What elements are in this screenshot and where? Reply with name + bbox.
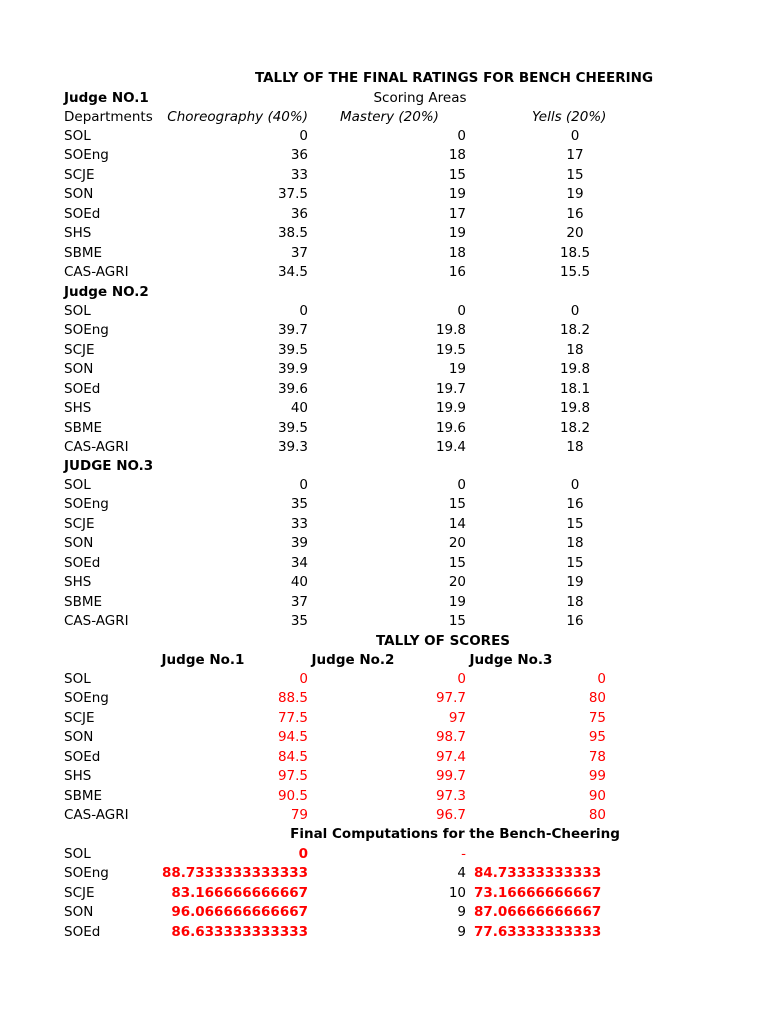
deduction-value: -	[461, 846, 466, 862]
yells-score: 18.1	[559, 380, 591, 397]
mastery-score: 16	[448, 264, 466, 281]
department-name: SOL	[64, 477, 91, 493]
yells-score: 0	[570, 128, 580, 144]
department-name: SOEng	[64, 865, 109, 882]
yells-score: 19	[566, 186, 584, 203]
deduction-value: 9	[457, 904, 466, 921]
table-row	[0, 166, 768, 185]
mastery-score: 19.4	[435, 439, 466, 456]
department-name: SHS	[64, 574, 92, 591]
choreography-score: 33	[290, 166, 308, 183]
table-row	[0, 321, 768, 340]
mastery-score: 19.8	[435, 322, 466, 339]
department-name: SOEd	[64, 748, 101, 765]
department-name: SCJE	[64, 515, 95, 532]
choreography-score: 39.6	[277, 380, 308, 397]
yells-score: 18	[566, 593, 584, 610]
criteria-choreography: Choreography (40%)	[167, 109, 308, 125]
yells-score: 16	[566, 205, 584, 222]
department-name: SOL	[64, 846, 91, 862]
judge-1-total: 94.5	[277, 729, 308, 746]
table-row	[0, 146, 768, 165]
judge-3-total: 95	[588, 729, 606, 746]
table-row	[0, 224, 768, 243]
table-row	[0, 612, 768, 631]
judge-2-total: 96.7	[435, 807, 466, 824]
average-score: 88.7333333333333	[161, 865, 308, 882]
table-row	[0, 515, 768, 534]
table-row	[0, 884, 768, 903]
department-name: CAS-AGRI	[64, 807, 129, 824]
yells-score: 18.2	[559, 322, 591, 339]
table-row	[0, 767, 768, 786]
judge-1-total: 79	[290, 807, 308, 824]
tally-header-judge-2: Judge No.2	[311, 652, 395, 668]
choreography-score: 34.5	[277, 264, 308, 281]
final-title: Final Computations for the Bench-Cheering	[290, 826, 620, 842]
yells-score: 15	[566, 554, 584, 571]
table-row	[0, 205, 768, 224]
yells-score: 19.8	[559, 400, 591, 417]
table-row	[0, 127, 768, 146]
mastery-score: 19.6	[435, 419, 466, 436]
yells-score: 20	[566, 225, 584, 242]
yells-score: 18	[566, 341, 584, 358]
final-score: 87.06666666667	[474, 904, 602, 921]
yells-score: 18.2	[559, 419, 591, 436]
choreography-score: 35	[290, 613, 308, 630]
yells-score: 18	[566, 535, 584, 552]
table-row	[0, 787, 768, 806]
judge-3-total: 99	[588, 768, 606, 785]
department-name: SOL	[64, 303, 91, 319]
final-score: 84.73333333333	[474, 865, 602, 882]
yells-score: 15	[566, 515, 584, 532]
final-score: 73.16666666667	[474, 884, 602, 901]
choreography-score: 34	[290, 554, 308, 571]
department-name: SCJE	[64, 166, 95, 183]
choreography-score: 39.7	[277, 322, 308, 339]
yells-score: 15	[566, 166, 584, 183]
mastery-score: 19.9	[435, 400, 466, 417]
choreography-score: 35	[290, 496, 308, 513]
deduction-value: 10	[448, 884, 466, 901]
mastery-score: 20	[448, 574, 466, 591]
mastery-score: 15	[448, 613, 466, 630]
department-name: SBME	[64, 419, 103, 436]
judge-3-total: 90	[588, 787, 606, 804]
deduction-value: 4	[457, 865, 466, 882]
department-name: SOEng	[64, 322, 109, 339]
department-name: SOEng	[64, 690, 109, 707]
judge-1-label: Judge NO.1	[64, 90, 149, 106]
final-title-row	[0, 825, 768, 844]
department-name: SOL	[64, 128, 91, 144]
choreography-score: 39.5	[277, 419, 308, 436]
table-row	[0, 185, 768, 204]
table-row	[0, 593, 768, 612]
mastery-score: 15	[448, 166, 466, 183]
choreography-score: 0	[299, 477, 308, 493]
yells-score: 18.5	[559, 244, 591, 261]
department-name: SHS	[64, 225, 92, 242]
table-row	[0, 399, 768, 418]
judge-3-total: 80	[588, 807, 606, 824]
criteria-mastery: Mastery (20%)	[340, 109, 439, 125]
tally-header-judge-3: Judge No.3	[469, 652, 553, 668]
department-name: SOEd	[64, 380, 101, 397]
department-name: SCJE	[64, 709, 95, 726]
mastery-score: 19	[448, 225, 466, 242]
departments-label: Departments	[64, 109, 153, 125]
yells-score: 18	[566, 439, 584, 456]
table-row	[0, 476, 768, 495]
table-row	[0, 923, 768, 942]
table-row	[0, 689, 768, 708]
department-name: SOEd	[64, 554, 101, 571]
tally-title: TALLY OF SCORES	[375, 633, 511, 649]
judge-1-header-row	[0, 89, 768, 108]
tally-header-judge-1: Judge No.1	[161, 652, 245, 668]
mastery-score: 0	[457, 477, 466, 493]
average-score: 0	[298, 846, 308, 862]
mastery-score: 15	[448, 554, 466, 571]
table-row	[0, 341, 768, 360]
table-row	[0, 728, 768, 747]
average-score: 96.066666666667	[171, 904, 308, 921]
department-name: SOEng	[64, 496, 109, 513]
mastery-score: 19.5	[435, 341, 466, 358]
yells-score: 19	[566, 574, 584, 591]
judge-1-total: 90.5	[277, 787, 308, 804]
mastery-score: 19	[448, 186, 466, 203]
tally-header-row	[0, 651, 768, 670]
table-row	[0, 670, 768, 689]
table-row	[0, 845, 768, 864]
table-row	[0, 573, 768, 592]
choreography-score: 39.3	[277, 439, 308, 456]
choreography-score: 36	[290, 205, 308, 222]
judge-2-total: 98.7	[435, 729, 466, 746]
final-score: 77.63333333333	[474, 923, 602, 940]
table-row	[0, 748, 768, 767]
tally-title-row	[0, 632, 768, 651]
table-row	[0, 360, 768, 379]
choreography-score: 40	[290, 574, 308, 591]
choreography-score: 37	[290, 244, 308, 261]
department-name: SON	[64, 361, 94, 378]
choreography-score: 38.5	[277, 225, 308, 242]
table-row	[0, 534, 768, 553]
choreography-score: 39.5	[277, 341, 308, 358]
mastery-score: 0	[457, 128, 466, 144]
mastery-score: 17	[448, 205, 466, 222]
table-row	[0, 903, 768, 922]
judge-2-total: 97	[448, 709, 466, 726]
choreography-score: 0	[299, 303, 308, 319]
yells-score: 0	[570, 477, 580, 493]
deduction-value: 9	[457, 923, 466, 940]
judge-3-total: 0	[597, 671, 606, 687]
yells-score: 15.5	[559, 264, 591, 281]
department-name: SOEd	[64, 923, 101, 940]
judge-2-total: 97.4	[435, 748, 466, 765]
department-name: SON	[64, 729, 94, 746]
mastery-score: 15	[448, 496, 466, 513]
choreography-score: 40	[290, 400, 308, 417]
mastery-score: 0	[457, 303, 466, 319]
mastery-score: 14	[448, 515, 466, 532]
mastery-score: 19	[448, 593, 466, 610]
judge-3-label: JUDGE NO.3	[64, 458, 154, 474]
choreography-score: 37	[290, 593, 308, 610]
table-row	[0, 380, 768, 399]
yells-score: 19.8	[559, 361, 591, 378]
choreography-score: 37.5	[277, 186, 308, 203]
judge-3-header-row	[0, 457, 768, 476]
mastery-score: 19.7	[435, 380, 466, 397]
table-row	[0, 806, 768, 825]
table-row	[0, 438, 768, 457]
department-name: SOL	[64, 671, 91, 687]
department-name: SCJE	[64, 341, 95, 358]
judge-3-total: 80	[588, 690, 606, 707]
table-row	[0, 263, 768, 282]
choreography-score: 36	[290, 147, 308, 164]
table-row	[0, 864, 768, 883]
department-name: SBME	[64, 244, 103, 261]
criteria-yells: Yells (20%)	[532, 109, 607, 125]
judge-3-total: 78	[588, 748, 606, 765]
mastery-score: 19	[448, 361, 466, 378]
judge-2-total: 99.7	[435, 768, 466, 785]
yells-score: 16	[566, 613, 584, 630]
judge-2-total: 97.3	[435, 787, 466, 804]
judge-1-total: 0	[299, 671, 308, 687]
department-name: CAS-AGRI	[64, 264, 129, 281]
department-name: SON	[64, 535, 94, 552]
mastery-score: 18	[448, 244, 466, 261]
scoring-areas-label: Scoring Areas	[373, 90, 467, 106]
department-name: SBME	[64, 787, 103, 804]
table-row	[0, 554, 768, 573]
department-name: SON	[64, 186, 94, 203]
judge-1-total: 88.5	[277, 690, 308, 707]
sheet-title: TALLY OF THE FINAL RATINGS FOR BENCH CHEERING	[254, 70, 654, 86]
department-name: SCJE	[64, 884, 95, 901]
department-name: CAS-AGRI	[64, 613, 129, 630]
judge-3-total: 75	[588, 709, 606, 726]
choreography-score: 0	[299, 128, 308, 144]
yells-score: 16	[566, 496, 584, 513]
judge-2-label: Judge NO.2	[64, 284, 149, 300]
table-row	[0, 709, 768, 728]
choreography-score: 33	[290, 515, 308, 532]
yells-score: 17	[566, 147, 584, 164]
department-name: SON	[64, 904, 94, 921]
judge-1-total: 77.5	[277, 709, 308, 726]
department-name: SBME	[64, 593, 103, 610]
criteria-header-row	[0, 108, 768, 127]
choreography-score: 39	[290, 535, 308, 552]
department-name: SOEd	[64, 205, 101, 222]
judge-1-total: 84.5	[277, 748, 308, 765]
choreography-score: 39.9	[277, 361, 308, 378]
judge-1-total: 97.5	[277, 768, 308, 785]
department-name: SHS	[64, 768, 92, 785]
judge-2-header-row	[0, 283, 768, 302]
judge-2-total: 97.7	[435, 690, 466, 707]
department-name: CAS-AGRI	[64, 439, 129, 456]
mastery-score: 18	[448, 147, 466, 164]
title-row	[0, 69, 768, 88]
judge-2-total: 0	[457, 671, 466, 687]
table-row	[0, 495, 768, 514]
average-score: 83.166666666667	[171, 884, 308, 901]
yells-score: 0	[570, 303, 580, 319]
table-row	[0, 302, 768, 321]
department-name: SHS	[64, 400, 92, 417]
department-name: SOEng	[64, 147, 109, 164]
table-row	[0, 419, 768, 438]
average-score: 86.633333333333	[171, 923, 308, 940]
table-row	[0, 244, 768, 263]
mastery-score: 20	[448, 535, 466, 552]
